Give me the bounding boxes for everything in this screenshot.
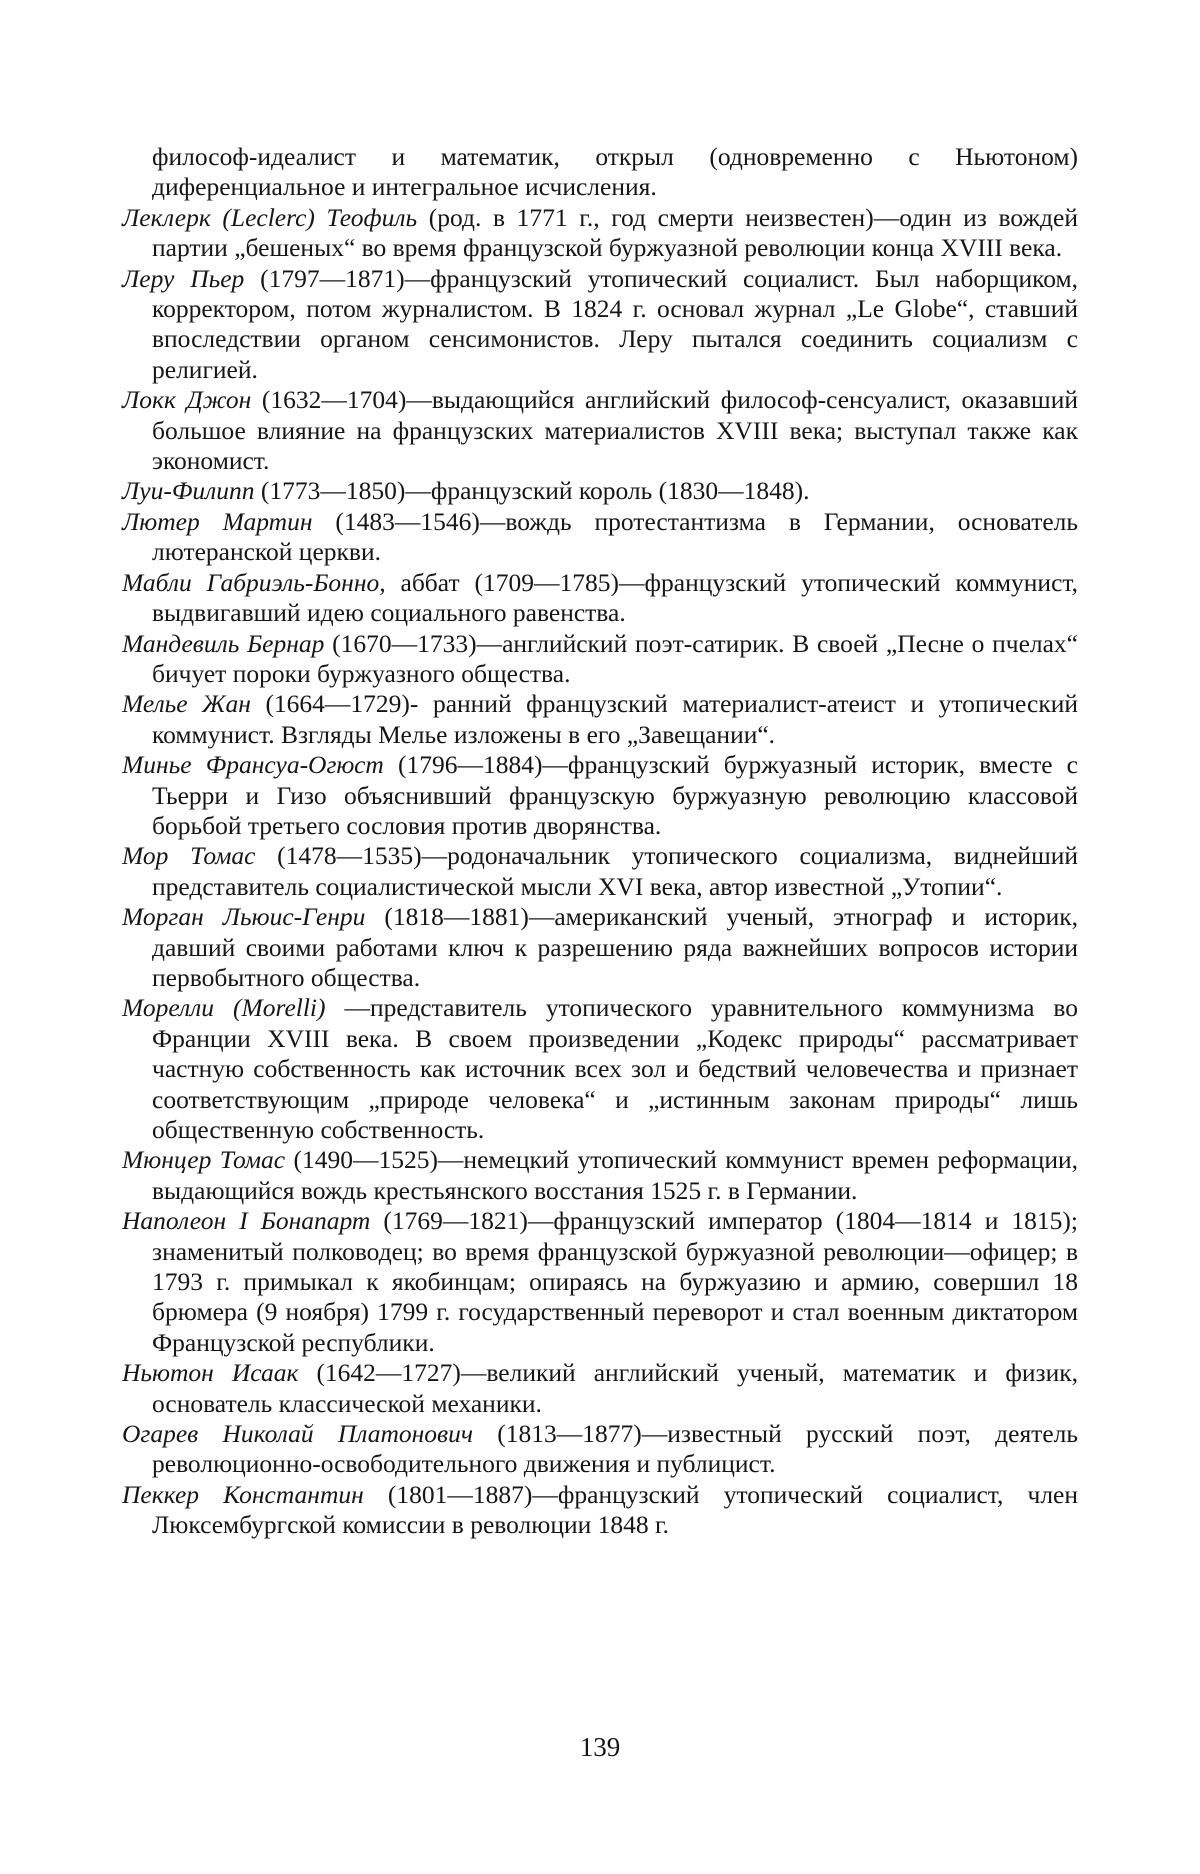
index-entry (122, 1145, 1078, 1206)
index-entry (122, 264, 1078, 386)
entry-name: Лютер Мартин (122, 506, 313, 536)
entry-text: (1490—1525)—немецкий утопический коммунист времен реформации, выдающийся вождь крестьянского восстания 1525 г. в Германии. (152, 1145, 1078, 1205)
entry-name: Леклерк (Leclerc) Теофиль (122, 202, 418, 232)
entry-name: Луи-Филипп (122, 476, 255, 506)
index-entry (122, 203, 1078, 264)
index-entry (122, 476, 1078, 506)
index-entry (122, 1358, 1078, 1419)
entry-text: аббат (1709—1785)—французский утопический коммунист, выдвигавший идею социального равенства. (152, 567, 1078, 628)
entry-text: —представитель утопического уравнительного коммунизма во Франции XVIII века. В своем произведении „Кодекс природы“ рассматривает частную собственность как источник всех зол и бедствий человечества и признает соответствующим „природе человека“ и „истинным законам природы“ лишь общественную собственность. (152, 993, 1078, 1144)
index-entry (122, 142, 1078, 203)
entry-name: Минье Франсуа-Огюст (122, 750, 384, 780)
index-entry (122, 1480, 1078, 1541)
index-entry (122, 993, 1078, 1145)
index-entry (122, 841, 1078, 902)
entry-name: Морелли (Morelli) (122, 993, 326, 1023)
entry-name: Морган Льюис-Генри (122, 902, 366, 932)
entry-text: (1813—1877)—известный русский поэт, деятель революционно-освободительного движения и публицист. (152, 1419, 1078, 1479)
entry-name: Леру Пьер (122, 263, 245, 293)
entry-name: Мелье Жан (122, 689, 251, 719)
page-number: 139 (579, 1732, 621, 1762)
entry-text: (род. в 1771 г., год смерти неизвестен)—один из вождей партии „бешеных“ во время французской буржуазной революции конца XVIII века. (152, 202, 1078, 263)
index-entry (122, 507, 1078, 568)
index-entry (122, 629, 1078, 690)
entry-name: Наполеон I Бонапарт (122, 1206, 371, 1236)
entry-text: (1773—1850)—французский король (1830—1848). (260, 476, 810, 506)
entry-text: (1801—1887)—французский утопический социалист, член Люксембургской комиссии в революции 1848 г. (152, 1479, 1079, 1540)
index-entry (122, 1206, 1078, 1358)
entry-name: Локк Джон (122, 385, 252, 415)
entry-text: (1642—1727)—великий английский ученый, математик и физик, основатель классической механики. (152, 1358, 1078, 1418)
index-entry (122, 385, 1078, 476)
entry-name: Мандевиль Бернар (122, 628, 325, 658)
name-index-text (122, 142, 1078, 1541)
entry-text: философ-идеалист и математик, открыл (одновременно с Ньютоном) диференциальное и интегральное исчисления. (152, 142, 1078, 202)
index-entry (122, 689, 1078, 750)
index-entry (122, 750, 1078, 841)
entry-text: (1769—1821)—французский император (1804—1814 и 1815); знаменитый полководец; во время французской буржуазной революции—офицер; в 1793 г. примыкал к якобинцам; опираясь на буржуазию и армию, совершил 18 брюмера (9 ноября) 1799 г. государственный переворот и стал военным диктатором Французской республики. (152, 1206, 1078, 1357)
entry-name: Пеккер Константин (122, 1479, 364, 1509)
entry-name: Мюнцер Томас (122, 1145, 286, 1175)
index-entry (122, 1419, 1078, 1480)
entry-name: Ньютон Исаак (122, 1358, 299, 1388)
entry-text: (1483—1546)—вождь протестантизма в Германии, основатель лютеранской церкви. (152, 506, 1079, 567)
entry-text: (1670—1733)—английский поэт-сатирик. В своей „Песне о пчелах“ бичует пороки буржуазного общества. (152, 628, 1078, 688)
entry-text: (1478—1535)—родоначальник утопического социализма, виднейший представитель социалистической мысли XVI века, автор известной „Утопии“. (152, 841, 1079, 901)
entry-text: (1632—1704)—выдающийся английский философ-сенсуалист, оказавший большое влияние на французских материалистов XVIII века; выступал также как экономист. (152, 385, 1078, 476)
index-entry (122, 568, 1078, 629)
entry-text: (1797—1871)—французский утопический социалист. Был наборщиком, корректором, потом журналистом. В 1824 г. основал журнал „Le Globe“, ставший впоследствии органом сенсимонистов. Леру пытался соединить социализм с религией. (152, 263, 1078, 384)
entry-name: Мор Томас (122, 841, 256, 871)
index-entry (122, 902, 1078, 993)
entry-text: (1818—1881)—американский ученый, этнограф и историк, давший своими работами ключ к разрешению ряда важнейших вопросов истории первобытного общества. (152, 902, 1079, 992)
entry-name: Мабли Габриэль-Бонно, (122, 567, 386, 597)
entry-text: (1664—1729)- ранний французский материалист-атеист и утопический коммунист. Взгляды Мелье изложены в его „Завещании“. (152, 689, 1079, 749)
entry-text: (1796—1884)—французский буржуазный историк, вместе с Тьерри и Гизо объяснивший французскую буржуазную революцию классовой борьбой третьего сословия против дворянства. (152, 750, 1079, 840)
entry-name: Огарев Николай Платонович (122, 1419, 474, 1449)
